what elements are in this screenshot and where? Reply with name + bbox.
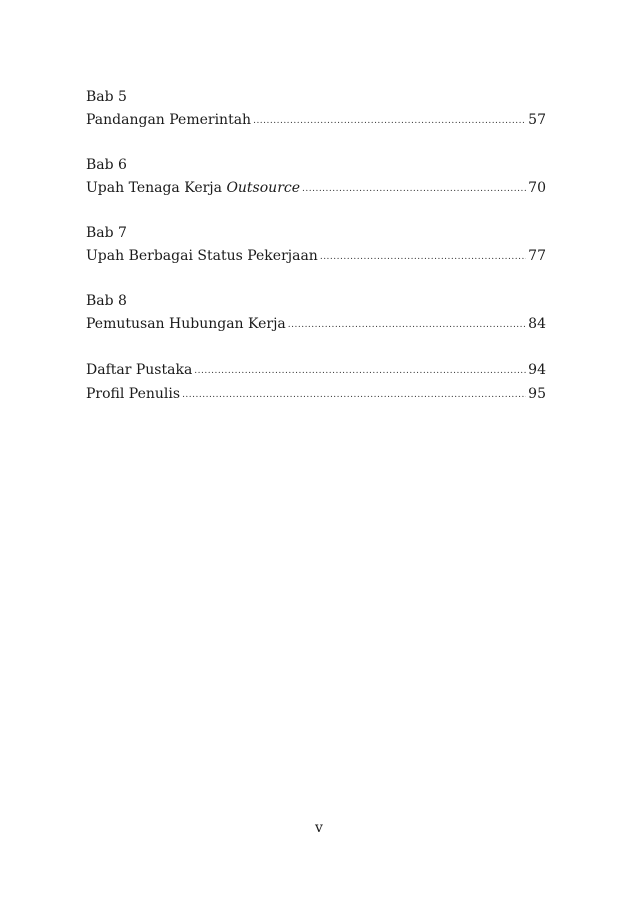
toc-entry-bibliography[interactable] bbox=[86, 358, 546, 382]
toc-chapter-7 bbox=[86, 222, 546, 268]
entry-page-number: 77 bbox=[528, 248, 546, 264]
toc-entry-author-profile[interactable] bbox=[86, 382, 546, 406]
chapter-label: Bab 7 bbox=[86, 225, 127, 241]
chapter-label: Bab 5 bbox=[86, 89, 127, 105]
page-number: v bbox=[315, 820, 323, 836]
entry-title: Upah Tenaga Kerja Outsource bbox=[86, 180, 301, 196]
toc-chapter-6 bbox=[86, 154, 546, 200]
entry-page-number: 94 bbox=[528, 362, 546, 378]
toc-entry[interactable] bbox=[86, 244, 546, 268]
entry-page-number: 95 bbox=[528, 386, 546, 402]
dot-leader bbox=[182, 383, 526, 407]
dot-leader bbox=[288, 313, 526, 337]
dot-leader bbox=[253, 109, 526, 133]
chapter-label: Bab 6 bbox=[86, 157, 127, 173]
dot-leader bbox=[194, 359, 526, 383]
entry-title: Pemutusan Hubungan Kerja bbox=[86, 316, 286, 332]
toc-chapter-5 bbox=[86, 86, 546, 132]
dot-leader bbox=[302, 177, 526, 201]
entry-title: Upah Berbagai Status Pekerjaan bbox=[86, 248, 318, 264]
dot-leader bbox=[320, 245, 526, 269]
entry-page-number: 84 bbox=[528, 316, 546, 332]
toc-backmatter bbox=[86, 358, 546, 406]
entry-title: Daftar Pustaka bbox=[86, 362, 193, 378]
entry-page-number: 70 bbox=[528, 180, 546, 196]
toc-entry[interactable] bbox=[86, 312, 546, 336]
toc-entry[interactable] bbox=[86, 108, 546, 132]
entry-page-number: 57 bbox=[528, 112, 546, 128]
entry-title: Profil Penulis bbox=[86, 386, 181, 402]
entry-title: Pandangan Pemerintah bbox=[86, 112, 252, 128]
table-of-contents bbox=[86, 86, 546, 406]
chapter-label: Bab 8 bbox=[86, 293, 127, 309]
toc-entry[interactable] bbox=[86, 176, 546, 200]
toc-chapter-8 bbox=[86, 290, 546, 336]
